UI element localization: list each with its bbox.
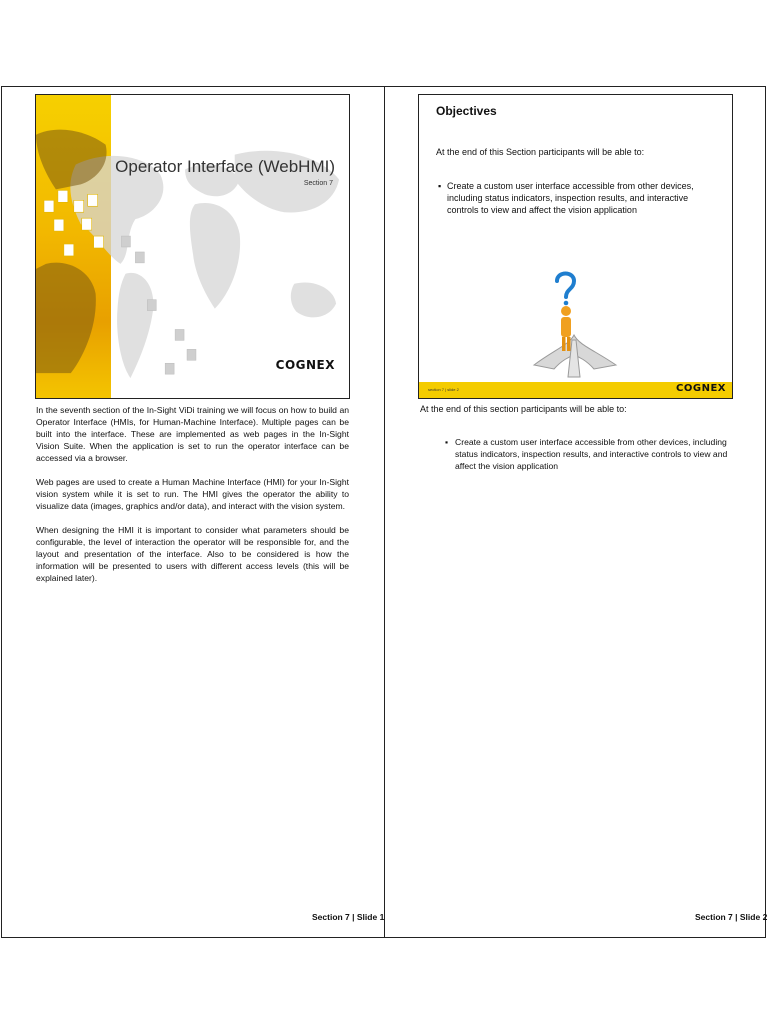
bullet-icon: ▪: [445, 437, 449, 447]
bullet-icon: ▪: [438, 181, 442, 191]
cognex-logo: COGNEX: [275, 358, 335, 372]
page-footer-right: Section 7 | Slide 2: [695, 912, 768, 922]
slide-2-intro: At the end of this Section participants will be able to:: [436, 147, 645, 157]
slide-2-notes-bullet: [445, 436, 735, 472]
slide-2-bullet: [438, 180, 717, 216]
notes-paragraph: When designing the HMI it is important to consider what parameters should be configurable, the level of interaction the operator will be responsible for, and the layout and presentation of the interface. Also to be considered is how the information will be presented to users with different access levels (this will be explained later).: [36, 525, 349, 583]
slide-2-notes-bullet-text: Create a custom user interface accessible from other devices, including status indicators, inspection results, and interactive controls to view and affect the vision application: [455, 437, 728, 471]
question-crossroads-icon: [524, 265, 624, 380]
slide-1-subtitle: Section 7: [303, 180, 333, 187]
notes-paragraph: Web pages are used to create a Human Machine Interface (HMI) for your In-Sight vision system while it is set to run. The HMI gives the operator the ability to visualize data (images, graphics and/or data), and interact with the vision system.: [36, 477, 349, 511]
slide-2-bullet-text: Create a custom user interface accessible from other devices, including status indicators, inspection results, and interactive controls to view and affect the vision application: [447, 181, 694, 215]
column-divider: [384, 86, 385, 938]
slide-1-thumbnail: [35, 94, 350, 399]
slide-2-footer-label: section 7 | slide 2: [428, 387, 459, 392]
slide-1-title: Operator Interface (WebHMI): [115, 157, 335, 176]
slide-2-notes-intro: At the end of this section participants will be able to:: [420, 404, 627, 414]
slide-1-notes: [36, 404, 349, 596]
cognex-logo: COGNEX: [676, 383, 726, 394]
slide-2-thumbnail: [418, 94, 733, 399]
page-footer-left: Section 7 | Slide 1: [312, 912, 385, 922]
slide-2-footer-bar: [419, 382, 732, 398]
slide-2-heading: Objectives: [436, 104, 497, 118]
world-map-graphic: [36, 95, 349, 398]
notes-paragraph: In the seventh section of the In-Sight ViDi training we will focus on how to build an Operator Interface (HMIs, for Human-Machine Interface). Multiple pages can be built into the interface. These are implemented as web pages in the In-Sight Vision Suite. When the application is set to run the operator interface can be accessed via a browser.: [36, 405, 349, 463]
